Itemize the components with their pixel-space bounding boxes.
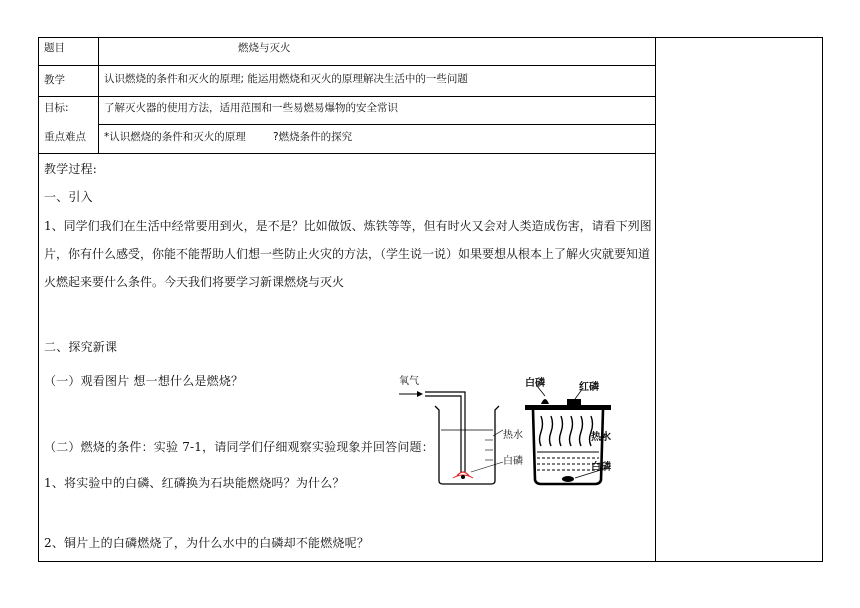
label-white-phosphorus-left: 白磷 <box>503 456 523 467</box>
goal-label-line2: 目标: <box>44 102 69 114</box>
key-point-2: ?燃烧条件的探究 <box>273 131 353 143</box>
goal-item-2: 了解灭火器的使用方法，适用范围和一些易燃易爆物的安全常识 <box>104 102 398 114</box>
label-oxygen: 氧气 <box>399 376 419 387</box>
question-2: 2、铜片上的白磷燃烧了，为什么水中的白磷却不能燃烧呢？ <box>44 536 370 550</box>
intro-paragraph: 1、同学们我们在生活中经常要用到火，是不是？比如做饭、炼铁等等，但有时火又会对人类造成伤害，请看下列图片，你有什么感受，你能不能帮助人们想一些防止火灾的方法，（学生说一说）如果要想从根本上了解火灾就要知道火燃起来要什么条件。今天我们将要学习新课燃烧与灭火 <box>44 219 652 289</box>
label-hot-water-right: 热水 <box>591 432 611 443</box>
label-column-divider <box>98 37 99 153</box>
topic-label: 题目 <box>44 42 65 54</box>
question-1: 1、将实验中的白磷、红磷换为石块能燃烧吗？为什么？ <box>44 476 345 490</box>
key-point-1: *认识燃烧的条件和灭火的原理 <box>104 131 246 143</box>
subsection-1: （一）观看图片 想一想什么是燃烧？ <box>44 374 244 388</box>
label-white-phosphorus-right: 白磷 <box>591 462 611 473</box>
row-divider <box>98 124 655 125</box>
topic-title: 燃烧与灭火 <box>238 42 291 54</box>
row-divider <box>38 65 655 66</box>
table-border-left <box>38 37 39 562</box>
section-new-lesson-heading: 二、探究新课 <box>44 340 118 354</box>
goal-item-1: 认识燃烧的条件和灭火的原理; 能运用燃烧和灭火的原理解决生活中的一些问题 <box>104 73 468 85</box>
process-title: 教学过程: <box>44 162 98 176</box>
side-column-divider <box>655 37 656 562</box>
row-divider <box>38 153 655 154</box>
subsection-2: （二）燃烧的条件：实验 7-1，请同学们仔细观察实验现象并回答问题： <box>44 440 434 454</box>
combustion-experiment-figure <box>395 368 620 493</box>
section-intro-heading: 一、引入 <box>44 190 93 204</box>
table-border-bottom <box>38 561 823 562</box>
row-divider <box>38 96 655 97</box>
key-points-label: 重点难点 <box>44 131 86 143</box>
label-hot-water-left: 热水 <box>503 430 523 441</box>
label-red-phosphorus: 红磷 <box>579 382 599 393</box>
label-white-phosphorus-top: 白磷 <box>525 378 545 389</box>
table-border-top <box>38 37 823 38</box>
goal-label-line1: 教学 <box>44 74 65 86</box>
table-border-right <box>822 37 823 562</box>
